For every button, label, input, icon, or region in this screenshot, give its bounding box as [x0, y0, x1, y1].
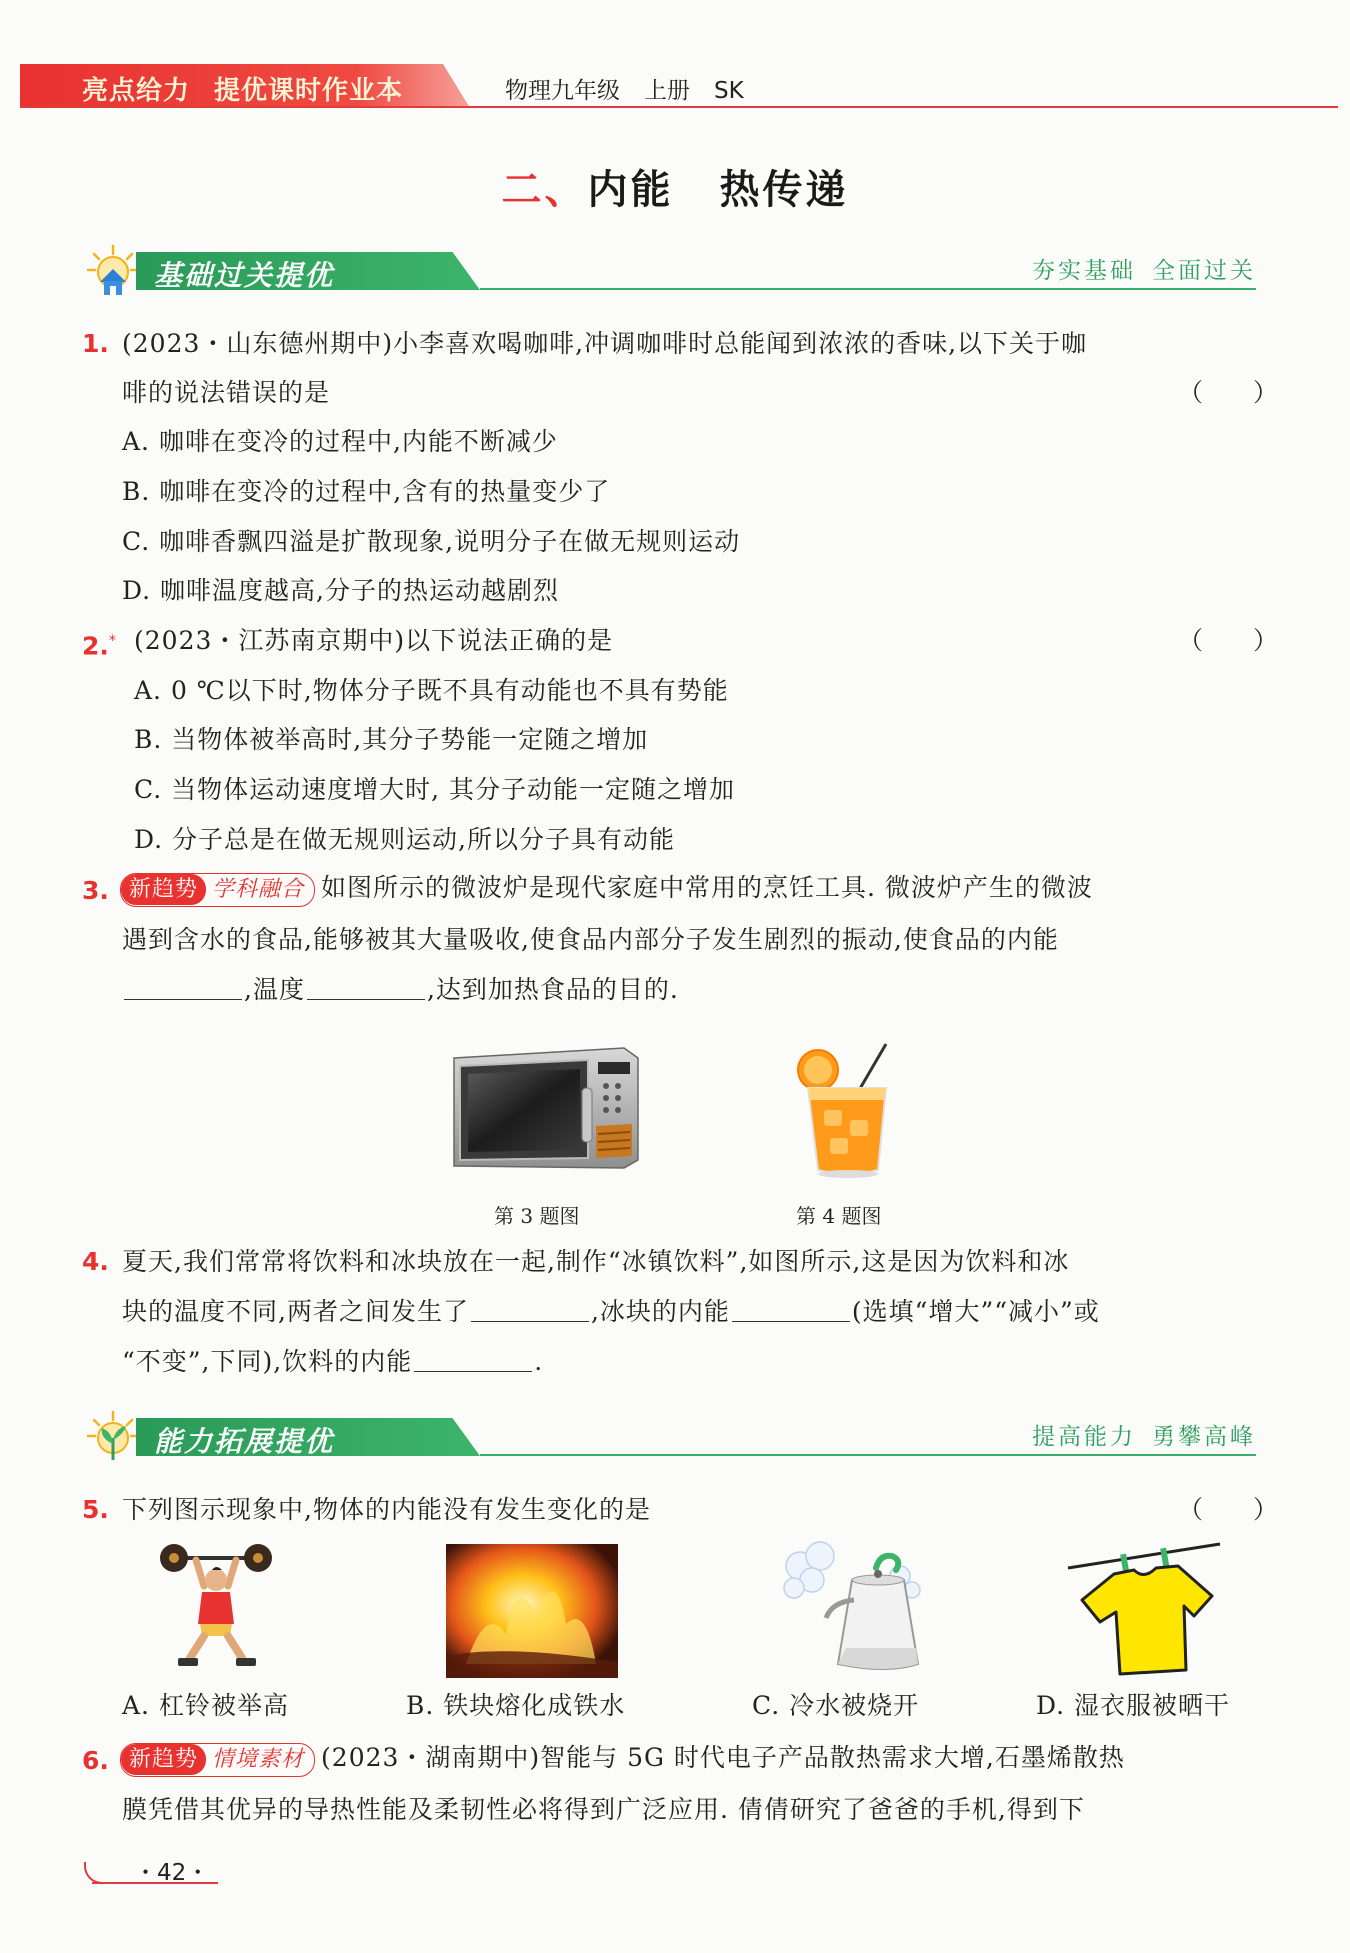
q6-stem-line-1 — [120, 1742, 1125, 1777]
q5-option-b: B. 铁块熔化成铁水 — [406, 1691, 626, 1720]
q2-stem: (2023・江苏南京期中)以下说法正确的是 — [134, 626, 614, 655]
q2-option-a: A. 0 ℃以下时,物体分子既不具有动能也不具有势能 — [134, 676, 729, 705]
figure-caption-3: 第 3 题图 — [494, 1204, 580, 1228]
section-rule — [480, 1454, 1256, 1456]
q4-text-3b: . — [534, 1347, 544, 1376]
q1-stem-line-2: 啡的说法错误的是 — [122, 378, 331, 407]
answer-blank[interactable] — [307, 978, 425, 1000]
q2-number: 2. — [82, 631, 109, 661]
q5-option-a: A. 杠铃被举高 — [122, 1691, 289, 1720]
question-number: 1. — [82, 329, 109, 358]
q3-text-3a: ,温度 — [244, 975, 305, 1004]
q1-option-b: B. 咖啡在变冷的过程中,含有的热量变少了 — [122, 477, 611, 506]
q1-option-c: C. 咖啡香飘四溢是扩散现象,说明分子在做无规则运动 — [122, 527, 741, 556]
wet-tshirt-image — [1066, 1540, 1222, 1678]
molten-iron-image — [446, 1544, 618, 1678]
question-number: 3. — [82, 876, 109, 905]
q1-stem-line-1: (2023・山东德州期中)小李喜欢喝咖啡,冲调咖啡时总能闻到浓浓的香味,以下关于咖 — [122, 329, 1088, 358]
answer-blank[interactable] — [414, 1350, 532, 1372]
q1-option-a: A. 咖啡在变冷的过程中,内能不断减少 — [122, 427, 558, 456]
q4-text-2c: (选填“增大”“减小”或 — [851, 1297, 1100, 1326]
q1-option-d: D. 咖啡温度越高,分子的热运动越剧烈 — [122, 576, 559, 605]
q2-option-d: D. 分子总是在做无规则运动,所以分子具有动能 — [134, 825, 675, 854]
q4-stem-line-3 — [122, 1346, 543, 1378]
q3-text-3b: ,达到加热食品的目的. — [426, 975, 679, 1004]
sprout-sun-icon — [84, 1408, 142, 1464]
slogan-part-2: 勇攀高峰 — [1152, 1424, 1256, 1450]
answer-blank[interactable] — [732, 1300, 850, 1322]
page-title — [0, 158, 1350, 215]
question-number: 5. — [82, 1495, 109, 1524]
answer-parentheses: （ ） — [1178, 378, 1279, 407]
book-volume: 上册 — [644, 78, 690, 104]
kettle-boiling-image — [776, 1540, 936, 1678]
section-rule — [480, 288, 1256, 290]
title-part-1: 内能 — [587, 167, 674, 213]
header-brand — [82, 70, 403, 107]
q4-stem-line-2 — [122, 1296, 1100, 1328]
page-number: ・42・ — [134, 1860, 210, 1886]
question-number: 4. — [82, 1247, 109, 1276]
tag-sub: 情境素材 — [212, 1746, 305, 1772]
q3-stem-line-3 — [122, 974, 679, 1006]
iced-drink-image — [794, 1040, 904, 1180]
q2-option-b: B. 当物体被举高时,其分子势能一定随之增加 — [134, 725, 649, 754]
weightlifter-image — [160, 1540, 272, 1676]
q6-text-1: (2023・湖南期中)智能与 5G 时代电子产品散热需求大增,石墨烯散热 — [321, 1743, 1125, 1772]
q3-text-1: 如图所示的微波炉是现代家庭中常用的烹饪工具. 微波炉产生的微波 — [321, 873, 1093, 902]
book-edition: SK — [714, 78, 744, 104]
q6-stem-line-2: 膜凭借其优异的导热性能及柔韧性必将得到广泛应用. 倩倩研究了爸爸的手机,得到下 — [122, 1795, 1085, 1824]
q5-option-d: D. 湿衣服被晒干 — [1036, 1691, 1231, 1720]
q4-stem-line-1: 夏天,我们常常将饮料和冰块放在一起,制作“冰镇饮料”,如图所示,这是因为饮料和冰 — [122, 1247, 1070, 1276]
section-slogan — [1032, 1418, 1256, 1451]
difficulty-mark: * — [108, 633, 116, 649]
section-advanced-banner — [84, 1408, 1256, 1464]
trend-tag — [120, 873, 315, 907]
trend-tag — [120, 1743, 315, 1777]
microwave-oven-image — [448, 1044, 644, 1172]
answer-parentheses: （ ） — [1178, 626, 1279, 655]
slogan-part-1: 夯实基础 — [1032, 258, 1136, 284]
title-number: 二、 — [501, 167, 588, 213]
q4-text-3a: “不变”,下同),饮料的内能 — [122, 1347, 413, 1376]
tag-main: 新趋势 — [121, 874, 206, 905]
header-book-info — [505, 72, 744, 105]
page-number-decoration — [84, 1862, 110, 1884]
question-number: 6. — [82, 1746, 109, 1775]
q5-stem: 下列图示现象中,物体的内能没有发生变化的是 — [122, 1495, 651, 1524]
answer-blank[interactable] — [124, 978, 242, 1000]
q2-option-c: C. 当物体运动速度增大时, 其分子动能一定随之增加 — [134, 775, 736, 804]
tag-main: 新趋势 — [121, 1744, 206, 1775]
section-name: 能力拓展提优 — [154, 1425, 335, 1458]
question-number — [82, 625, 116, 662]
answer-blank[interactable] — [471, 1300, 589, 1322]
q5-option-c: C. 冷水被烧开 — [752, 1691, 920, 1720]
q3-stem-line-1 — [120, 872, 1093, 907]
q3-stem-line-2: 遇到含水的食品,能够被其大量吸收,使食品内部分子发生剧烈的振动,使食品的内能 — [122, 925, 1059, 954]
title-part-2: 热传递 — [719, 167, 849, 213]
q4-text-2b: ,冰块的内能 — [590, 1297, 730, 1326]
book-subject: 物理九年级 — [505, 78, 620, 104]
tag-sub: 学科融合 — [212, 876, 305, 902]
figure-caption-4: 第 4 题图 — [796, 1204, 882, 1228]
slogan-part-1: 提高能力 — [1032, 1424, 1136, 1450]
q4-text-2a: 块的温度不同,两者之间发生了 — [122, 1297, 469, 1326]
section-basic-banner — [84, 242, 1256, 298]
answer-parentheses: （ ） — [1178, 1495, 1279, 1524]
brand-name: 亮点给力 — [82, 76, 191, 106]
house-sun-icon — [84, 242, 142, 298]
slogan-part-2: 全面过关 — [1152, 258, 1256, 284]
section-name: 基础过关提优 — [154, 259, 335, 292]
brand-series: 提优课时作业本 — [214, 76, 404, 106]
section-slogan — [1032, 252, 1256, 285]
